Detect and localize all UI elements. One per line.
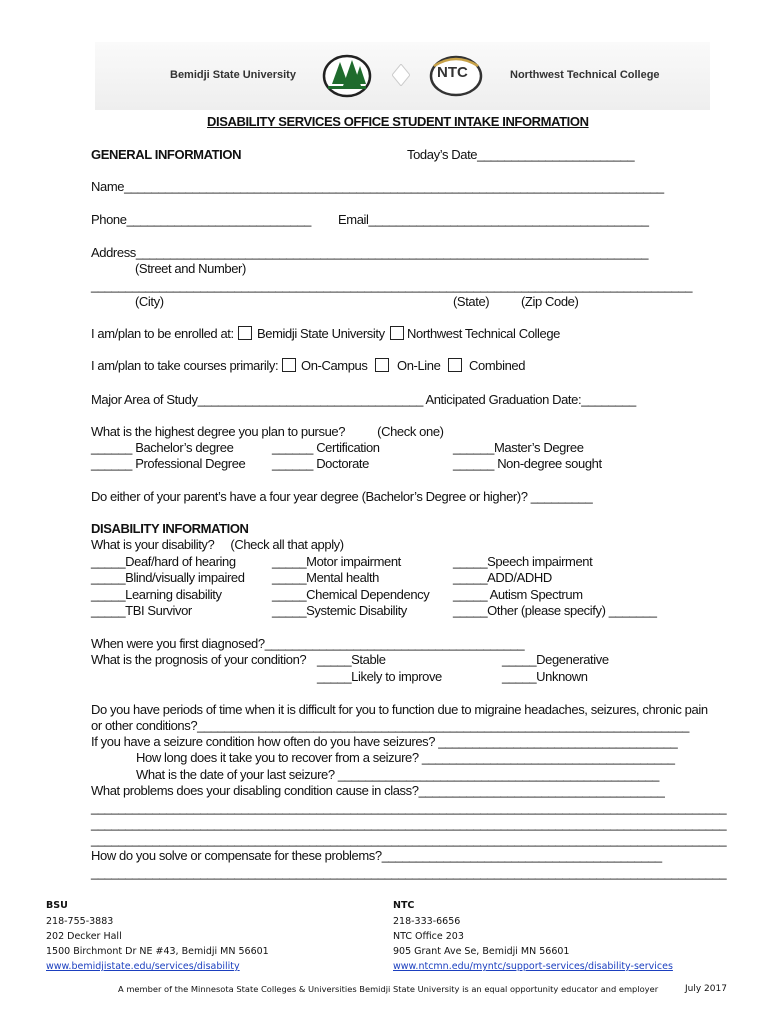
blank-line[interactable]: _____________________________________________________________________________________________ xyxy=(91,832,727,847)
footer-bsu-heading: BSU xyxy=(46,900,68,911)
address-field[interactable]: Address___________________________________________________________________________ xyxy=(91,245,649,260)
courses-label: I am/plan to take courses primarily: xyxy=(91,358,279,373)
state-hint: (State) xyxy=(453,294,490,309)
bsu-name: Bemidji State University xyxy=(170,69,296,81)
on-line-label: On-Line xyxy=(397,358,441,373)
footer-ntc-address: 905 Grant Ave Se, Bemidji MN 56601 xyxy=(393,946,570,957)
class-problems-field[interactable]: What problems does your disabling condition cause in class?____________________________________ xyxy=(91,783,665,798)
address-line2-field[interactable]: ________________________________________________________________________________________ xyxy=(91,278,693,293)
degree-professional-option[interactable]: ______ Professional Degree xyxy=(91,456,246,471)
diamond-divider-icon xyxy=(392,64,410,86)
prognosis-likely-option[interactable]: _____Likely to improve xyxy=(317,669,442,684)
footer-bsu-address: 1500 Birchmont Dr NE #43, Bemidji MN 56601 xyxy=(46,946,269,957)
street-hint: (Street and Number) xyxy=(135,261,246,276)
on-campus-checkbox[interactable] xyxy=(282,358,296,372)
degree-bachelor-option[interactable]: ______ Bachelor’s degree xyxy=(91,440,234,455)
footer-ntc-office: NTC Office 203 xyxy=(393,931,464,942)
disability-autism-option[interactable]: _____ Autism Spectrum xyxy=(453,587,583,602)
parents-degree-question[interactable]: Do either of your parent’s have a four year degree (Bachelor’s Degree or higher)? _________ xyxy=(91,489,593,504)
ntc-name: Northwest Technical College xyxy=(510,69,660,81)
prognosis-degenerative-option[interactable]: _____Degenerative xyxy=(502,652,609,667)
footer-ntc-phone: 218-333-6656 xyxy=(393,916,461,927)
combined-checkbox[interactable] xyxy=(448,358,462,372)
last-seizure-field[interactable]: What is the date of your last seizure? _______________________________________________ xyxy=(136,767,659,782)
blank-line[interactable]: _____________________________________________________________________________________________ xyxy=(91,865,727,880)
footer-equal-opportunity-statement: A member of the Minnesota State Colleges & Universities Bemidji State University is an equal opportunity educator and employer xyxy=(118,984,659,994)
zip-hint: (Zip Code) xyxy=(521,294,579,309)
general-info-heading: GENERAL INFORMATION xyxy=(91,147,242,162)
footer-date: July 2017 xyxy=(685,984,727,994)
city-hint: (City) xyxy=(135,294,164,309)
periods-question-line2[interactable]: or other conditions?________________________________________________________________________ xyxy=(91,718,689,733)
footer-bsu-office: 202 Decker Hall xyxy=(46,931,122,942)
seizure-recovery-field[interactable]: How long does it take you to recover from a seizure? _____________________________________ xyxy=(136,750,675,765)
ntc-enrolled-checkbox[interactable] xyxy=(390,326,404,340)
disability-blind-option[interactable]: _____Blind/visually impaired xyxy=(91,570,245,585)
compensate-field[interactable]: How do you solve or compensate for these problems?_________________________________________ xyxy=(91,848,662,863)
form-title: DISABILITY SERVICES OFFICE STUDENT INTAKE INFORMATION xyxy=(207,114,589,129)
degree-question: What is the highest degree you plan to pursue? (Check one) xyxy=(91,424,444,439)
todays-date-field[interactable]: Today’s Date_______________________ xyxy=(407,147,635,162)
bsu-tree-logo-icon xyxy=(322,54,372,98)
bsu-enrolled-checkbox[interactable] xyxy=(238,326,252,340)
disability-chemical-option[interactable]: _____Chemical Dependency xyxy=(272,587,430,602)
prognosis-unknown-option[interactable]: _____Unknown xyxy=(502,669,588,684)
phone-field[interactable]: Phone___________________________ xyxy=(91,212,312,227)
disability-motor-option[interactable]: _____Motor impairment xyxy=(272,554,401,569)
disability-question: What is your disability? (Check all that apply) xyxy=(91,537,344,552)
email-field[interactable]: Email_________________________________________ xyxy=(338,212,649,227)
disability-adhd-option[interactable]: _____ADD/ADHD xyxy=(453,570,552,585)
footer-bsu-phone: 218-755-3883 xyxy=(46,916,114,927)
diagnosed-field[interactable]: When were you first diagnosed?______________________________________ xyxy=(91,636,525,651)
seizure-frequency-field[interactable]: If you have a seizure condition how often do you have seizures? ___________________________________ xyxy=(91,734,678,749)
degree-non-degree-option[interactable]: ______ Non-degree sought xyxy=(453,456,602,471)
footer-ntc-heading: NTC xyxy=(393,900,415,911)
disability-info-heading: DISABILITY INFORMATION xyxy=(91,521,249,536)
degree-certification-option[interactable]: ______ Certification xyxy=(272,440,380,455)
periods-question-line1: Do you have periods of time when it is difficult for you to function due to migraine headaches, seizures, chronic pain xyxy=(91,702,708,717)
name-field[interactable]: Name_______________________________________________________________________________ xyxy=(91,179,664,194)
footer-ntc-link[interactable]: www.ntcmn.edu/myntc/support-services/disability-services xyxy=(393,961,673,972)
blank-line[interactable]: _____________________________________________________________________________________________ xyxy=(91,816,727,831)
bsu-enrolled-label: Bemidji State University xyxy=(257,326,385,341)
blank-line[interactable]: _____________________________________________________________________________________________ xyxy=(91,800,727,815)
disability-systemic-option[interactable]: _____Systemic Disability xyxy=(272,603,407,618)
prognosis-question: What is the prognosis of your condition? xyxy=(91,652,307,667)
combined-label: Combined xyxy=(469,358,526,373)
disability-learning-option[interactable]: _____Learning disability xyxy=(91,587,222,602)
disability-deaf-option[interactable]: _____Deaf/hard of hearing xyxy=(91,554,236,569)
disability-other-option[interactable]: _____Other (please specify) _______ xyxy=(453,603,657,618)
major-graduation-field[interactable]: Major Area of Study_________________________________ Anticipated Graduation Date:________ xyxy=(91,392,636,407)
disability-tbi-option[interactable]: _____TBI Survivor xyxy=(91,603,192,618)
ntc-enrolled-label: Northwest Technical College xyxy=(407,326,560,341)
enrolled-label: I am/plan to be enrolled at: xyxy=(91,326,234,341)
ntc-logo-text: NTC xyxy=(437,64,468,81)
degree-doctorate-option[interactable]: ______ Doctorate xyxy=(272,456,369,471)
on-line-checkbox[interactable] xyxy=(375,358,389,372)
on-campus-label: On-Campus xyxy=(301,358,368,373)
disability-speech-option[interactable]: _____Speech impairment xyxy=(453,554,593,569)
footer-bsu-link[interactable]: www.bemidjistate.edu/services/disability xyxy=(46,961,240,972)
degree-master-option[interactable]: ______Master’s Degree xyxy=(453,440,584,455)
prognosis-stable-option[interactable]: _____Stable xyxy=(317,652,386,667)
disability-mental-option[interactable]: _____Mental health xyxy=(272,570,380,585)
